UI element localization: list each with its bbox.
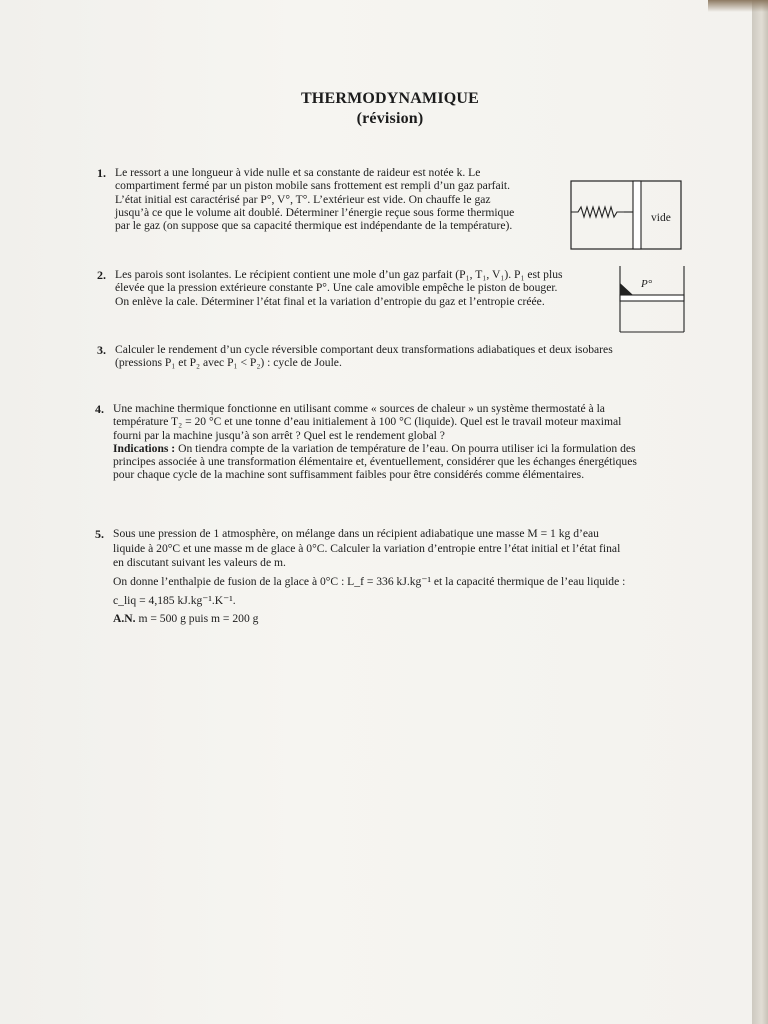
spring-icon <box>571 207 624 217</box>
exercise-5-line-1: Sous une pression de 1 atmosphère, on mélange dans un récipient adiabatique une masse M = 1 kg d’eau <box>113 527 599 540</box>
exercise-4-indications-line-3: pour chaque cycle de la machine sont suffisamment faibles pour être considérés comme élémentaires. <box>113 468 585 482</box>
exercise-4-line-3: fourni par la machine jusqu’à son arrêt ? Quel est le rendement global ? <box>113 428 445 442</box>
an-label: A.N. <box>113 611 136 625</box>
exercise-1-number: 1. <box>97 166 106 180</box>
exercise-1-line-5: par le gaz (on suppose que sa capacité thermique est indépendante de la température). <box>115 219 513 233</box>
exercise-4-indications-line-1 <box>113 442 678 455</box>
exercise-2-number: 2. <box>97 268 106 282</box>
exercise-5-line-3: en discutant suivant les valeurs de m. <box>113 556 286 569</box>
exercise-1-line-4: jusqu’à ce que le volume ait doublé. Déterminer l’énergie reçue sous forme thermique <box>115 205 515 219</box>
piston-icon <box>633 181 641 249</box>
piston-icon <box>620 295 684 301</box>
exercise-4-line-2: température T₂ = 20 °C et une tonne d’eau initialement à 100 °C (liquide). Quel est le travail moteur maximal <box>113 415 622 429</box>
exercise-1-line-2: compartiment fermé par un piston mobile sans frottement est rempli d’un gaz parfait. <box>115 179 511 193</box>
exercise-2-line-3: On enlève la cale. Déterminer l’état final et la variation d’entropie du gaz et l’entropie créée. <box>115 294 545 308</box>
exercise-4-number: 4. <box>95 402 104 416</box>
document-subtitle: (révision) <box>356 110 424 127</box>
indications-label: Indications : <box>113 441 176 455</box>
exercise-1-line-1: Le ressort a une longueur à vide nulle et sa constante de raideur est notée k. Le <box>115 166 481 179</box>
exercise-5-line-5: c_liq = 4,185 kJ.kg⁻¹.K⁻¹. <box>113 594 236 607</box>
exercise-1-text <box>115 166 555 232</box>
exercise-1-line-3: L’état initial est caractérisé par P°, V°, T°. L’extérieur est vide. On chauffe le gaz <box>115 192 491 206</box>
page-edge <box>752 0 768 1024</box>
exercise-5-text <box>113 527 678 626</box>
exercise-5-line-2: liquide à 20°C et une masse m de glace à 0°C. Calculer la variation d’entropie entre l’état initial et l’état final <box>113 541 621 555</box>
exercise-5-number: 5. <box>95 527 104 541</box>
exercise-3-text <box>115 343 675 370</box>
exercise-3-line-2: (pressions P₁ et P₂ avec P₁ < P₂) : cycle de Joule. <box>115 356 342 370</box>
an-text: m = 500 g puis m = 200 g <box>135 611 259 625</box>
exercise-2-text <box>115 268 605 308</box>
spring-piston-svg <box>570 180 682 250</box>
exercise-3-number: 3. <box>97 343 106 357</box>
exercise-2-line-2: élevée que la pression extérieure constante P°. Une cale amovible empêche le piston de bouger. <box>115 281 558 295</box>
corner-shadow <box>708 0 768 12</box>
wedge-icon <box>620 283 633 295</box>
piston-wedge-diagram <box>619 265 685 333</box>
exercise-5-line-4: On donne l’enthalpie de fusion de la glace à 0°C : L_f = 336 kJ.kg⁻¹ et la capacité thermique de l’eau liquide : <box>113 574 626 588</box>
piston-wedge-svg <box>619 265 685 333</box>
exercise-3-line-1: Calculer le rendement d’un cycle réversible comportant deux transformations adiabatiques et deux isobares <box>115 343 613 356</box>
exercise-4-line-1: Une machine thermique fonctionne en utilisant comme « sources de chaleur » un système thermostaté à la <box>113 402 605 415</box>
diagram-2-label: P° <box>641 278 653 290</box>
exercise-5-an-line <box>113 612 678 627</box>
exercise-4-indications-line-2: principes associée à une transformation élémentaire et, éventuellement, considérer que les échanges énergétiques <box>113 455 637 469</box>
spring-piston-diagram <box>570 180 682 250</box>
exercise-4-text <box>113 402 678 482</box>
diagram-1-label: vide <box>651 212 671 224</box>
indications-text-1: On tiendra compte de la variation de température de l’eau. On pourra utiliser ici la formulation des <box>175 441 636 455</box>
document-title: THERMODYNAMIQUE <box>300 90 480 107</box>
exercise-2-line-1: Les parois sont isolantes. Le récipient contient une mole d’un gaz parfait (P₁, T₁, V₁). P₁ est plus <box>115 268 563 281</box>
